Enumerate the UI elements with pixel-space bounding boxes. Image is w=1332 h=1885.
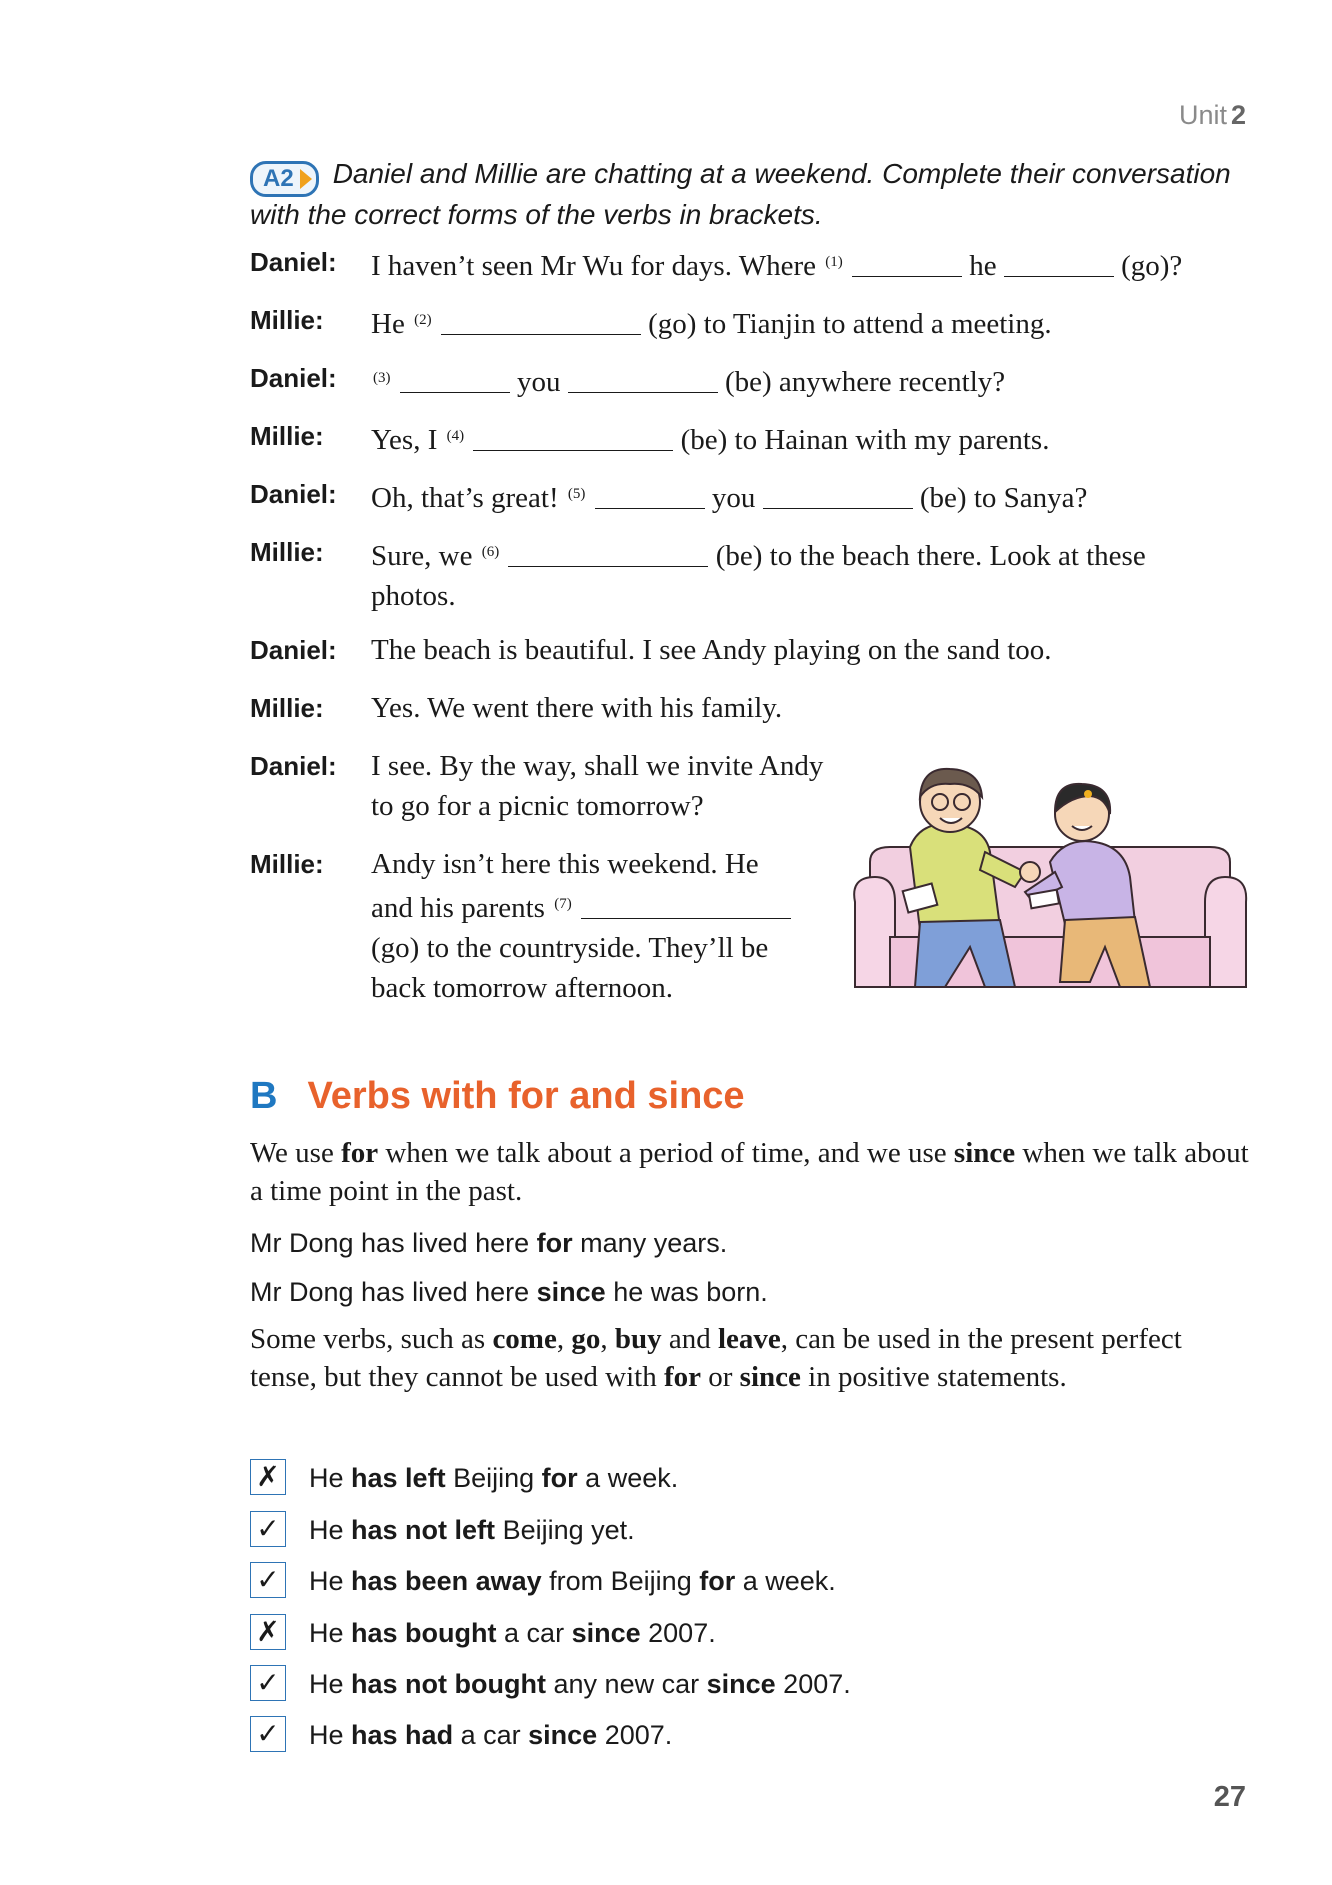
exercise-badge — [250, 161, 319, 197]
keyword: for — [541, 1463, 578, 1493]
speech-part: I see. By the way, shall we invite Andy — [371, 750, 824, 782]
answer-blank[interactable] — [852, 248, 962, 277]
speech-text — [371, 358, 1005, 402]
speech-part: (be) anywhere recently? — [725, 366, 1006, 398]
speech-text — [371, 844, 791, 1008]
speech-part: back tomorrow afternoon. — [371, 972, 673, 1004]
speech-part: I haven’t seen Mr Wu for days. Where — [371, 250, 816, 282]
text-part: He — [309, 1566, 344, 1596]
check-sentence — [309, 1665, 851, 1703]
keyword: has left — [351, 1463, 446, 1493]
check-sentence — [309, 1614, 716, 1652]
text-part: He — [309, 1463, 344, 1493]
check-mark-icon: ✓ — [250, 1716, 286, 1752]
speech-text — [371, 416, 1049, 460]
text-part: a car — [460, 1720, 521, 1750]
keyword: leave — [717, 1323, 781, 1355]
speaker-label: Daniel: — [250, 751, 337, 781]
text-part: from Beijing — [549, 1566, 692, 1596]
keyword: since — [739, 1361, 801, 1393]
example-sentence — [250, 1277, 768, 1308]
check-sentence — [309, 1511, 635, 1549]
play-triangle-icon — [300, 169, 312, 189]
text-part: , — [556, 1323, 565, 1355]
keyword: since — [706, 1669, 776, 1699]
section-heading — [250, 1075, 745, 1118]
text-part: a week. — [742, 1566, 836, 1596]
keyword: has not left — [351, 1515, 496, 1545]
keyword: has been away — [351, 1566, 542, 1596]
speech-text: Yes. We went there with his family. — [371, 692, 783, 724]
answer-blank[interactable] — [400, 364, 510, 393]
speech-part: Andy isn’t here this weekend. He — [371, 848, 759, 880]
check-mark-icon: ✓ — [250, 1562, 286, 1598]
text-part: Mr Dong has lived here — [250, 1277, 530, 1307]
speech-part: Yes, I — [371, 424, 438, 456]
answer-blank[interactable] — [595, 480, 705, 509]
speech-text — [371, 300, 1052, 344]
speech-part: (be) to Sanya? — [919, 482, 1088, 514]
speech-part: (go) to Tianjin to attend a meeting. — [648, 308, 1052, 340]
text-part: We use — [250, 1137, 334, 1169]
text-part: when we talk about a time point in the past. — [250, 1137, 1249, 1207]
speech-part: Sure, we — [371, 540, 473, 572]
unit-label: Unit — [1178, 100, 1227, 130]
check-sentence — [309, 1716, 672, 1754]
speech-part: (be) to the beach there. Look at these — [715, 540, 1146, 572]
keyword: has had — [351, 1720, 454, 1750]
unit-header — [1179, 100, 1246, 131]
speaker-label: Millie: — [250, 421, 324, 451]
speech-text — [371, 242, 1182, 286]
answer-blank[interactable] — [1004, 248, 1114, 277]
check-mark-icon: ✓ — [250, 1665, 286, 1701]
blank-number: (7) — [554, 896, 572, 912]
speaker-label: Daniel: — [250, 247, 337, 277]
answer-blank[interactable] — [441, 306, 641, 335]
check-mark-icon: ✓ — [250, 1511, 286, 1547]
check-sentence — [309, 1562, 836, 1600]
text-part: He — [309, 1720, 344, 1750]
text-part: 2007. — [783, 1669, 851, 1699]
speaker-label: Daniel: — [250, 363, 337, 393]
example-sentence — [250, 1228, 727, 1259]
keyword: for — [341, 1137, 379, 1169]
blank-number: (5) — [567, 486, 586, 502]
unit-number: 2 — [1230, 100, 1246, 130]
speech-text — [371, 474, 1087, 518]
text-part: a week. — [585, 1463, 679, 1493]
text-part: , — [600, 1323, 608, 1355]
explanation-paragraph — [250, 1134, 1250, 1210]
section-title: Verbs with for and since — [307, 1075, 745, 1117]
blank-number: (3) — [373, 370, 391, 386]
explanation-paragraph — [250, 1320, 1250, 1396]
speech-part: and his parents — [371, 892, 545, 924]
answer-blank[interactable] — [508, 538, 708, 567]
text-part: any new car — [553, 1669, 700, 1699]
section-letter: B — [250, 1075, 278, 1117]
keyword: since — [536, 1277, 606, 1307]
cross-mark-icon: ✗ — [250, 1614, 286, 1650]
page-number: 27 — [1213, 1781, 1246, 1813]
speaker-label: Daniel: — [250, 635, 337, 665]
keyword: since — [571, 1618, 641, 1648]
cross-mark-icon: ✗ — [250, 1459, 286, 1495]
blank-number: (1) — [825, 254, 843, 270]
speech-text — [371, 746, 823, 826]
speaker-label: Millie: — [250, 305, 324, 335]
keyword: for — [536, 1228, 573, 1258]
text-part: 2007. — [648, 1618, 716, 1648]
exercise-instructions — [250, 156, 1250, 233]
blank-number: (4) — [446, 428, 465, 444]
speech-part: you — [711, 482, 756, 514]
keyword: for — [663, 1361, 701, 1393]
text-part: and — [668, 1323, 711, 1355]
keyword: has bought — [351, 1618, 497, 1648]
speech-part: (go) to the countryside. They’ll be — [371, 932, 769, 964]
keyword: come — [492, 1323, 557, 1355]
keyword: since — [953, 1137, 1016, 1169]
text-part: , can be used in the present perfect tense, but they cannot be used with — [250, 1323, 1182, 1393]
answer-blank[interactable] — [581, 890, 791, 919]
keyword: go — [571, 1323, 601, 1355]
speaker-label: Millie: — [250, 693, 324, 723]
sofa-chat-illustration — [850, 752, 1250, 997]
speech-part: (be) to Hainan with my parents. — [680, 424, 1050, 456]
text-part: Beijing yet. — [502, 1515, 635, 1545]
speaker-label: Daniel: — [250, 479, 337, 509]
text-part: He — [309, 1618, 344, 1648]
text-part: he was born. — [613, 1277, 768, 1307]
text-part: Some verbs, such as — [250, 1323, 486, 1355]
speech-part: He — [371, 308, 405, 340]
text-part: many years. — [580, 1228, 728, 1258]
speech-part: (go)? — [1121, 250, 1183, 282]
answer-blank[interactable] — [473, 422, 673, 451]
text-part: Beijing — [453, 1463, 535, 1493]
text-part: a car — [504, 1618, 565, 1648]
blank-number: (2) — [414, 312, 432, 328]
text-part: in positive statements. — [808, 1361, 1067, 1393]
keyword: buy — [614, 1323, 662, 1355]
keyword: for — [699, 1566, 736, 1596]
blank-number: (6) — [481, 544, 500, 560]
speech-text: The beach is beautiful. I see Andy playing on the sand too. — [371, 634, 1052, 666]
speech-part: he — [969, 250, 997, 282]
speech-text — [371, 532, 1146, 616]
speech-part: photos. — [371, 580, 456, 612]
instructions-text: Daniel and Millie are chatting at a weekend. Complete their conversation with the correct forms of the verbs in brackets. — [250, 158, 1231, 230]
text-part: 2007. — [604, 1720, 673, 1750]
speech-part: Oh, that’s great! — [371, 482, 559, 514]
speech-part: you — [517, 366, 561, 398]
check-sentence — [309, 1459, 678, 1497]
speaker-label: Millie: — [250, 849, 324, 879]
text-part: He — [309, 1669, 344, 1699]
text-part: He — [309, 1515, 344, 1545]
text-part: Mr Dong has lived here — [250, 1228, 530, 1258]
text-part: or — [708, 1361, 733, 1393]
keyword: since — [528, 1720, 598, 1750]
speech-part: to go for a picnic tomorrow? — [371, 790, 704, 822]
text-part: when we talk about a period of time, and we use — [385, 1137, 947, 1169]
keyword: has not bought — [351, 1669, 546, 1699]
badge-label: A2 — [263, 165, 294, 192]
answer-blank[interactable] — [568, 364, 718, 393]
answer-blank[interactable] — [763, 480, 913, 509]
speaker-label: Millie: — [250, 537, 324, 567]
